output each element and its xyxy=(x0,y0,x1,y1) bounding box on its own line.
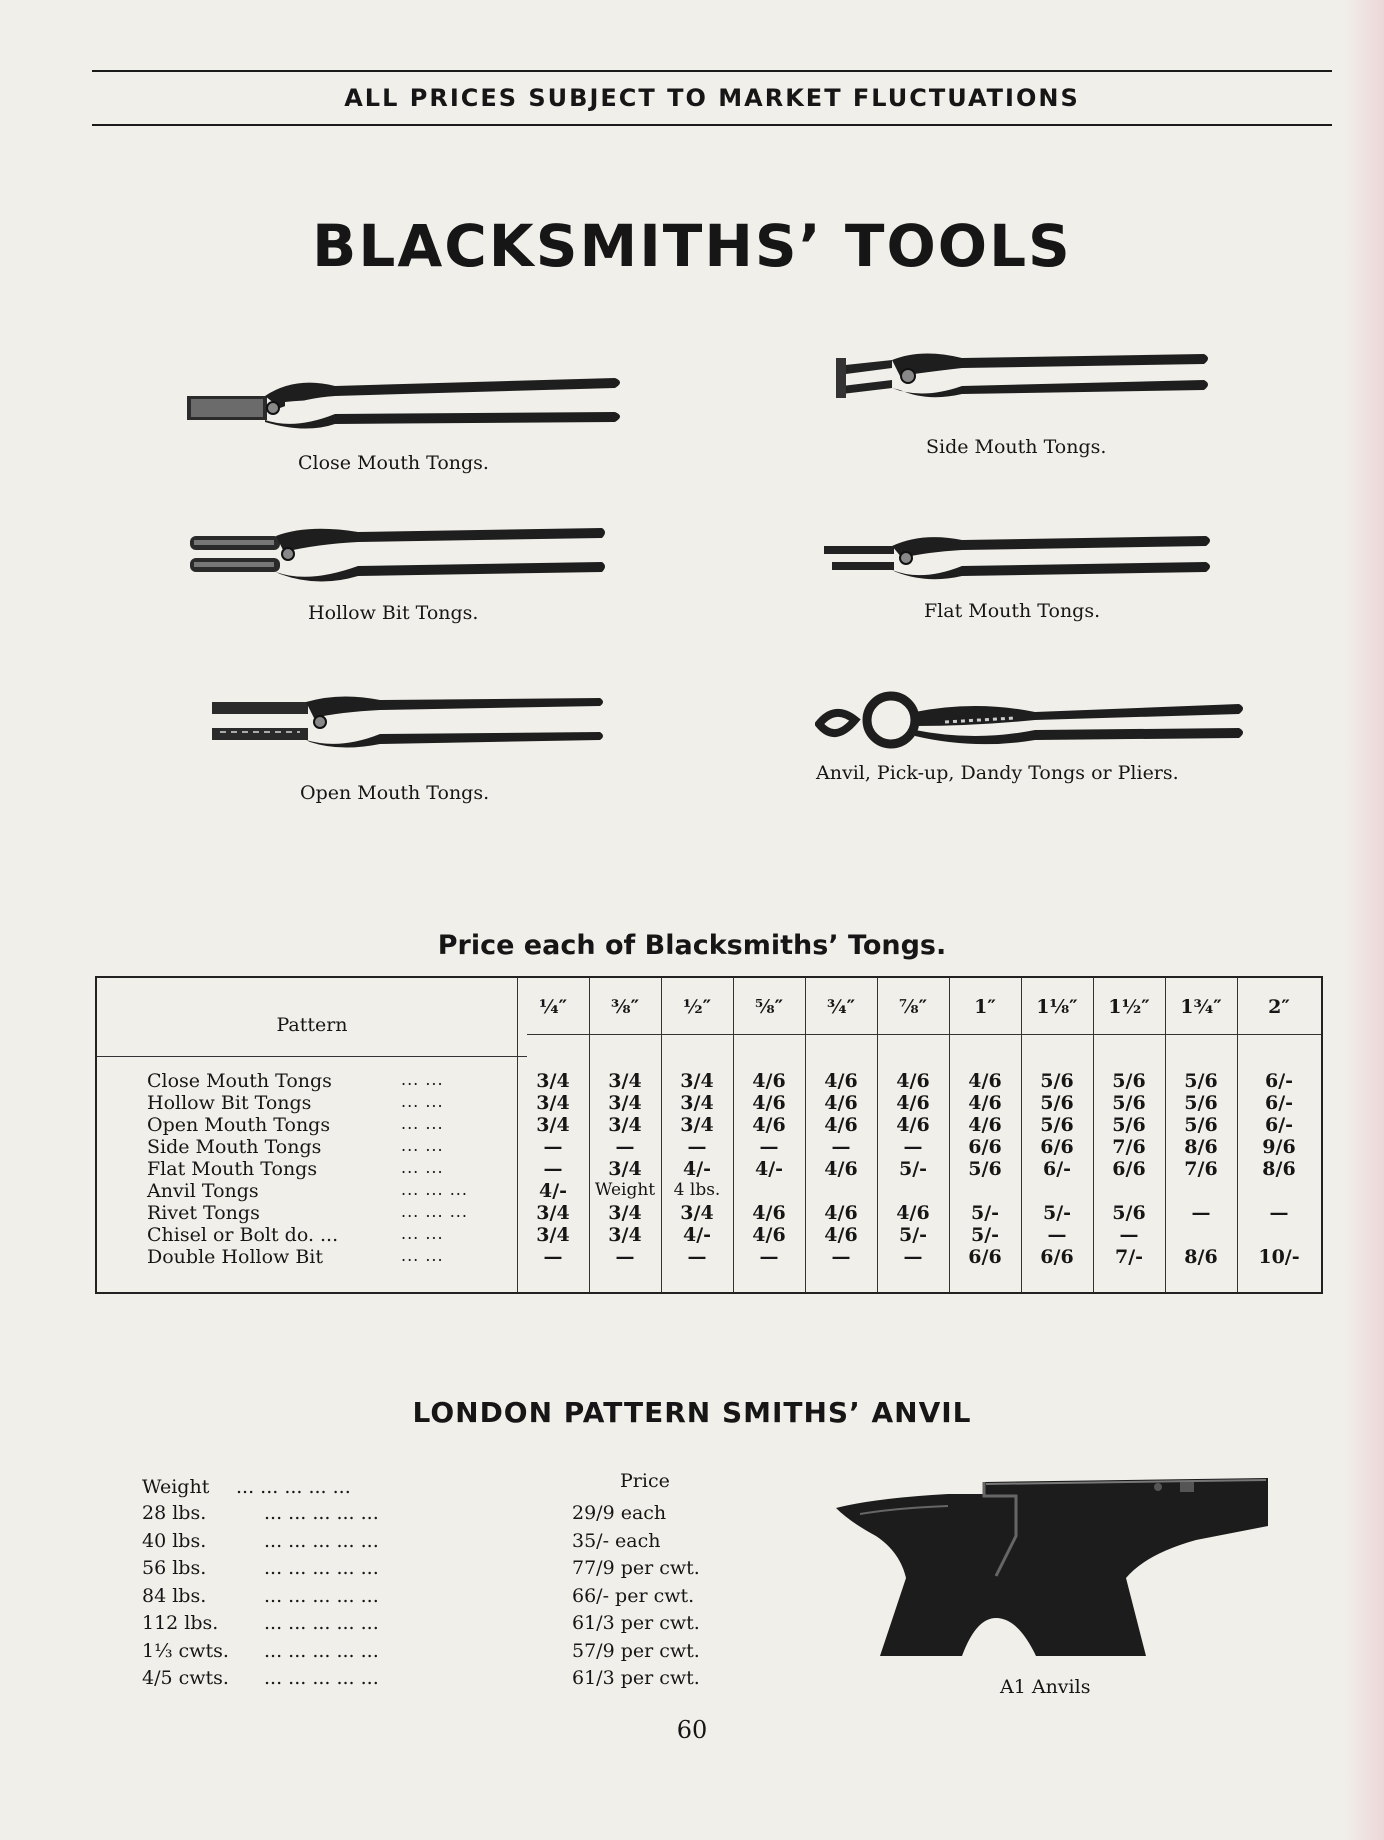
table-cell: — xyxy=(543,1158,563,1180)
table-row-dots: ... ... xyxy=(401,1114,444,1133)
table-row-dots: ... ... xyxy=(401,1092,444,1111)
table-cell: 4/6 xyxy=(752,1070,786,1092)
anvil-weight: 1⅓ cwts. xyxy=(142,1640,229,1662)
table-row-dots: ... ... xyxy=(401,1246,444,1265)
table-cell: — xyxy=(759,1246,779,1268)
size-header: 1″ xyxy=(974,996,996,1018)
table-row-label: Flat Mouth Tongs xyxy=(147,1158,318,1180)
table-cell: — xyxy=(831,1136,851,1158)
table-cell: 3/4 xyxy=(536,1070,570,1092)
anvil-price: 77/9 per cwt. xyxy=(572,1557,700,1579)
table-row-dots: ... ... ... xyxy=(401,1202,468,1221)
table-cell: 5/6 xyxy=(1040,1114,1074,1136)
table-row-label: Chisel or Bolt do. ... xyxy=(147,1224,339,1246)
table-row-label: Anvil Tongs xyxy=(147,1180,259,1202)
table-cell: 3/4 xyxy=(608,1070,642,1092)
anvil-row-dots: ... ... ... ... ... xyxy=(264,1640,379,1662)
anvil-section-title: LONDON PATTERN SMITHS’ ANVIL xyxy=(412,1396,972,1429)
table-cell: — xyxy=(615,1246,635,1268)
table-cell: 5/6 xyxy=(1112,1070,1146,1092)
table-cell: 4/6 xyxy=(968,1114,1002,1136)
anvil-price: 29/9 each xyxy=(572,1502,667,1524)
pattern-header-rule xyxy=(97,1056,527,1057)
table-cell: 8/6 xyxy=(1184,1246,1218,1268)
table-cell: 4/6 xyxy=(896,1114,930,1136)
dandy-tongs-caption: Anvil, Pick-up, Dandy Tongs or Pliers. xyxy=(816,762,1179,784)
size-header: ¾″ xyxy=(826,996,856,1018)
table-cell: 6/- xyxy=(1264,1114,1294,1136)
table-cell: 7/6 xyxy=(1112,1136,1146,1158)
table-cell: 3/4 xyxy=(608,1202,642,1224)
hollow-bit-tongs-caption: Hollow Bit Tongs. xyxy=(308,602,479,624)
anvil-price: 66/- per cwt. xyxy=(572,1585,695,1607)
table-cell: — xyxy=(1047,1224,1067,1246)
anvil-weight: 40 lbs. xyxy=(142,1530,207,1552)
table-cell: 6/6 xyxy=(968,1136,1002,1158)
table-cell: 5/- xyxy=(970,1224,1000,1246)
table-cell: 4/6 xyxy=(824,1070,858,1092)
pattern-header: Pattern xyxy=(276,1014,348,1036)
table-cell: 4/6 xyxy=(968,1070,1002,1092)
table-cell: 3/4 xyxy=(536,1114,570,1136)
table-cell: 4/6 xyxy=(824,1092,858,1114)
table-cell: — xyxy=(687,1136,707,1158)
table-cell: 3/4 xyxy=(608,1224,642,1246)
table-row-label: Double Hollow Bit xyxy=(147,1246,324,1268)
table-cell: 4/6 xyxy=(824,1224,858,1246)
table-cell: 4/6 xyxy=(752,1092,786,1114)
table-cell: 5/- xyxy=(898,1158,928,1180)
table-cell: 4/- xyxy=(754,1158,784,1180)
table-cell: — xyxy=(1119,1224,1139,1246)
table-cell: 4/6 xyxy=(896,1202,930,1224)
anvil-weight-header: Weight xyxy=(142,1476,210,1498)
size-header: 1⅛″ xyxy=(1036,996,1078,1018)
table-row-label: Close Mouth Tongs xyxy=(147,1070,332,1092)
table-row-dots: ... ... xyxy=(401,1136,444,1155)
table-cell: 5/6 xyxy=(1184,1114,1218,1136)
flat-mouth-tongs-icon xyxy=(822,532,1214,584)
table-row-label: Hollow Bit Tongs xyxy=(147,1092,312,1114)
anvil-row-dots: ... ... ... ... ... xyxy=(264,1557,379,1579)
side-mouth-tongs-caption: Side Mouth Tongs. xyxy=(926,436,1107,458)
table-row-dots: ... ... ... xyxy=(401,1180,468,1199)
anvil-image-caption: A1 Anvils xyxy=(1000,1676,1091,1698)
table-cell: 4/- xyxy=(538,1180,568,1202)
table-cell: — xyxy=(759,1136,779,1158)
table-cell: 5/6 xyxy=(968,1158,1002,1180)
table-cell: 8/6 xyxy=(1262,1158,1296,1180)
table-cell: 4 lbs. xyxy=(673,1180,721,1200)
table-row-label: Side Mouth Tongs xyxy=(147,1136,322,1158)
anvil-weight: 4/5 cwts. xyxy=(142,1667,229,1689)
table-cell: — xyxy=(831,1246,851,1268)
anvil-icon xyxy=(836,1466,1272,1666)
table-cell: 6/6 xyxy=(1040,1246,1074,1268)
table-cell: 5/6 xyxy=(1112,1114,1146,1136)
table-cell: 5/- xyxy=(1042,1202,1072,1224)
table-cell: 6/6 xyxy=(968,1246,1002,1268)
table-cell: 3/4 xyxy=(536,1092,570,1114)
anvil-price: 61/3 per cwt. xyxy=(572,1612,700,1634)
table-cell: 4/6 xyxy=(752,1202,786,1224)
table-cell: 5/6 xyxy=(1040,1092,1074,1114)
table-cell: 4/6 xyxy=(968,1092,1002,1114)
size-header: 1¾″ xyxy=(1180,996,1222,1018)
table-row-label: Rivet Tongs xyxy=(147,1202,260,1224)
anvil-weight: 56 lbs. xyxy=(142,1557,207,1579)
table-cell: 10/- xyxy=(1258,1246,1300,1268)
table-row-dots: ... ... xyxy=(401,1224,444,1243)
table-cell: Weight xyxy=(594,1180,656,1200)
table-cell: 6/6 xyxy=(1040,1136,1074,1158)
table-cell: — xyxy=(1191,1202,1211,1224)
table-cell: 5/- xyxy=(898,1224,928,1246)
table-cell: 3/4 xyxy=(536,1202,570,1224)
size-header: 2″ xyxy=(1268,996,1290,1018)
table-cell: 9/6 xyxy=(1262,1136,1296,1158)
size-header: 1½″ xyxy=(1108,996,1150,1018)
table-cell: 6/- xyxy=(1042,1158,1072,1180)
table-cell: 8/6 xyxy=(1184,1136,1218,1158)
table-row-label: Open Mouth Tongs xyxy=(147,1114,331,1136)
anvil-price: 57/9 per cwt. xyxy=(572,1640,700,1662)
table-cell: 3/4 xyxy=(680,1092,714,1114)
side-mouth-tongs-icon xyxy=(832,350,1212,410)
close-mouth-tongs-icon xyxy=(185,368,625,438)
table-cell: 3/4 xyxy=(680,1202,714,1224)
dandy-tongs-icon xyxy=(815,690,1247,760)
flat-mouth-tongs-caption: Flat Mouth Tongs. xyxy=(924,600,1101,622)
page-title: BLACKSMITHS’ TOOLS xyxy=(312,212,1072,280)
table-cell: — xyxy=(903,1246,923,1268)
table-cell: 3/4 xyxy=(680,1114,714,1136)
anvil-price-header: Price xyxy=(620,1470,670,1492)
table-cell: — xyxy=(1269,1202,1289,1224)
table-cell: 7/- xyxy=(1114,1246,1144,1268)
tongs-price-table xyxy=(95,976,1323,1294)
size-header: ⅜″ xyxy=(610,996,640,1018)
table-cell: 5/6 xyxy=(1184,1092,1218,1114)
size-header: ⅝″ xyxy=(754,996,784,1018)
table-cell: — xyxy=(615,1136,635,1158)
table-cell: 3/4 xyxy=(536,1224,570,1246)
table-cell: 7/6 xyxy=(1184,1158,1218,1180)
table-cell: 4/6 xyxy=(896,1092,930,1114)
table-cell: 4/- xyxy=(682,1224,712,1246)
size-header-rule xyxy=(527,1034,1321,1035)
table-cell: 6/- xyxy=(1264,1070,1294,1092)
page-number: 60 xyxy=(676,1716,708,1744)
table-cell: 3/4 xyxy=(680,1070,714,1092)
table-cell: 5/6 xyxy=(1112,1092,1146,1114)
table-cell: 6/- xyxy=(1264,1092,1294,1114)
table-row-dots: ... ... xyxy=(401,1158,444,1177)
table-cell: 3/4 xyxy=(608,1114,642,1136)
anvil-price: 35/- each xyxy=(572,1530,661,1552)
anvil-weight: 84 lbs. xyxy=(142,1585,207,1607)
table-cell: 4/6 xyxy=(752,1114,786,1136)
anvil-header-dots: ... ... ... ... ... xyxy=(236,1476,351,1498)
anvil-price: 61/3 per cwt. xyxy=(572,1667,700,1689)
anvil-weight: 28 lbs. xyxy=(142,1502,207,1524)
anvil-row-dots: ... ... ... ... ... xyxy=(264,1667,379,1689)
table-cell: — xyxy=(543,1136,563,1158)
anvil-weight: 112 lbs. xyxy=(142,1612,219,1634)
anvil-row-dots: ... ... ... ... ... xyxy=(264,1502,379,1524)
anvil-row-dots: ... ... ... ... ... xyxy=(264,1585,379,1607)
size-header: ¼″ xyxy=(538,996,568,1018)
size-header: ⅞″ xyxy=(898,996,928,1018)
anvil-row-dots: ... ... ... ... ... xyxy=(264,1530,379,1552)
anvil-row-dots: ... ... ... ... ... xyxy=(264,1612,379,1634)
table-cell: 3/4 xyxy=(608,1092,642,1114)
table-cell: — xyxy=(903,1136,923,1158)
table-cell: 4/6 xyxy=(824,1202,858,1224)
table-cell: — xyxy=(687,1246,707,1268)
table-row-dots: ... ... xyxy=(401,1070,444,1089)
price-notice-banner: ALL PRICES SUBJECT TO MARKET FLUCTUATIONS xyxy=(344,84,1080,112)
open-mouth-tongs-icon xyxy=(210,696,606,748)
table-cell: 5/6 xyxy=(1112,1202,1146,1224)
table-cell: 5/6 xyxy=(1040,1070,1074,1092)
table-cell: 5/6 xyxy=(1184,1070,1218,1092)
close-mouth-tongs-caption: Close Mouth Tongs. xyxy=(298,452,489,474)
table-cell: 4/6 xyxy=(824,1158,858,1180)
table-cell: 6/6 xyxy=(1112,1158,1146,1180)
open-mouth-tongs-caption: Open Mouth Tongs. xyxy=(300,782,490,804)
banner-rule xyxy=(92,124,1332,126)
size-header: ½″ xyxy=(682,996,712,1018)
top-rule xyxy=(92,70,1332,72)
table-cell: 5/- xyxy=(970,1202,1000,1224)
table-cell: 4/6 xyxy=(896,1070,930,1092)
table-cell: 4/6 xyxy=(752,1224,786,1246)
table-cell: 4/6 xyxy=(824,1114,858,1136)
tongs-table-title: Price each of Blacksmiths’ Tongs. xyxy=(437,930,947,961)
hollow-bit-tongs-icon xyxy=(188,522,608,588)
table-cell: — xyxy=(543,1246,563,1268)
table-cell: 4/- xyxy=(682,1158,712,1180)
table-cell: 3/4 xyxy=(608,1158,642,1180)
